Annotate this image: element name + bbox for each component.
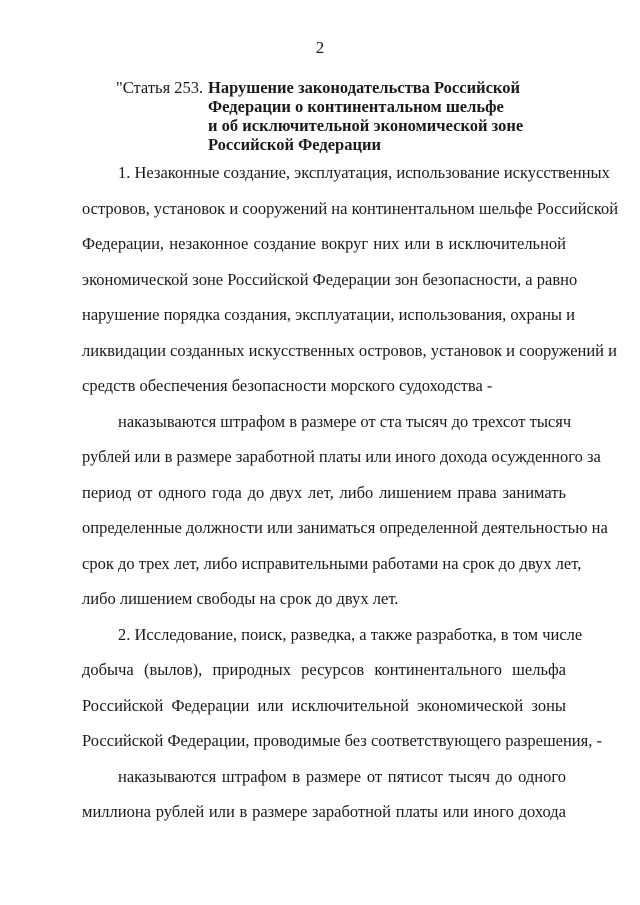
article-title-line: и об исключительной экономической зоне — [208, 116, 524, 135]
paragraph-1-line: Федерации, незаконное создание вокруг них или в исключительной — [82, 234, 566, 253]
paragraph-1-line: средств обеспечения безопасности морского судоходства - — [82, 376, 493, 395]
article-title-line: Федерации о континентальном шельфе — [208, 97, 504, 116]
penalty-1-line: рублей или в размере заработной платы или иного дохода осужденного за — [82, 447, 601, 466]
paragraph-2-line: Российской Федерации или исключительной экономической зоны — [82, 696, 566, 715]
paragraph-1-line: островов, установок и сооружений на континентальном шельфе Российской — [82, 199, 619, 218]
penalty-1-line: срок до трех лет, либо исправительными работами на срок до двух лет, — [82, 554, 582, 573]
paragraph-1-line: экономической зоне Российской Федерации зон безопасности, а равно — [82, 270, 578, 289]
penalty-1-line: либо лишением свободы на срок до двух лет. — [82, 589, 399, 608]
article-title-line: Российской Федерации — [208, 135, 381, 154]
article-label: "Статья 253. — [116, 78, 204, 97]
paragraph-2-line: добыча (вылов), природных ресурсов континентального шельфа — [82, 660, 566, 679]
penalty-1-line: наказываются штрафом в размере от ста тысяч до трехсот тысяч — [118, 412, 572, 431]
article-title-line: Нарушение законодательства Российской — [208, 78, 520, 97]
paragraph-1-line: ликвидации созданных искусственных островов, установок и сооружений и — [82, 341, 617, 360]
paragraph-2-line: Российской Федерации, проводимые без соответствующего разрешения, - — [82, 731, 602, 750]
penalty-1-line: период от одного года до двух лет, либо лишением права занимать — [82, 483, 566, 502]
paragraph-1-line: нарушение порядка создания, эксплуатации, использования, охраны и — [82, 305, 575, 324]
penalty-2-line: миллиона рублей или в размере заработной платы или иного дохода — [82, 802, 566, 821]
page-number: 2 — [315, 38, 325, 57]
penalty-1-line: определенные должности или заниматься определенной деятельностью на — [82, 518, 608, 537]
paragraph-1-line: 1. Незаконные создание, эксплуатация, использование искусственных — [118, 163, 610, 182]
penalty-2-line: наказываются штрафом в размере от пятисот тысяч до одного — [118, 767, 566, 786]
paragraph-2-line: 2. Исследование, поиск, разведка, а также разработка, в том числе — [118, 625, 583, 644]
